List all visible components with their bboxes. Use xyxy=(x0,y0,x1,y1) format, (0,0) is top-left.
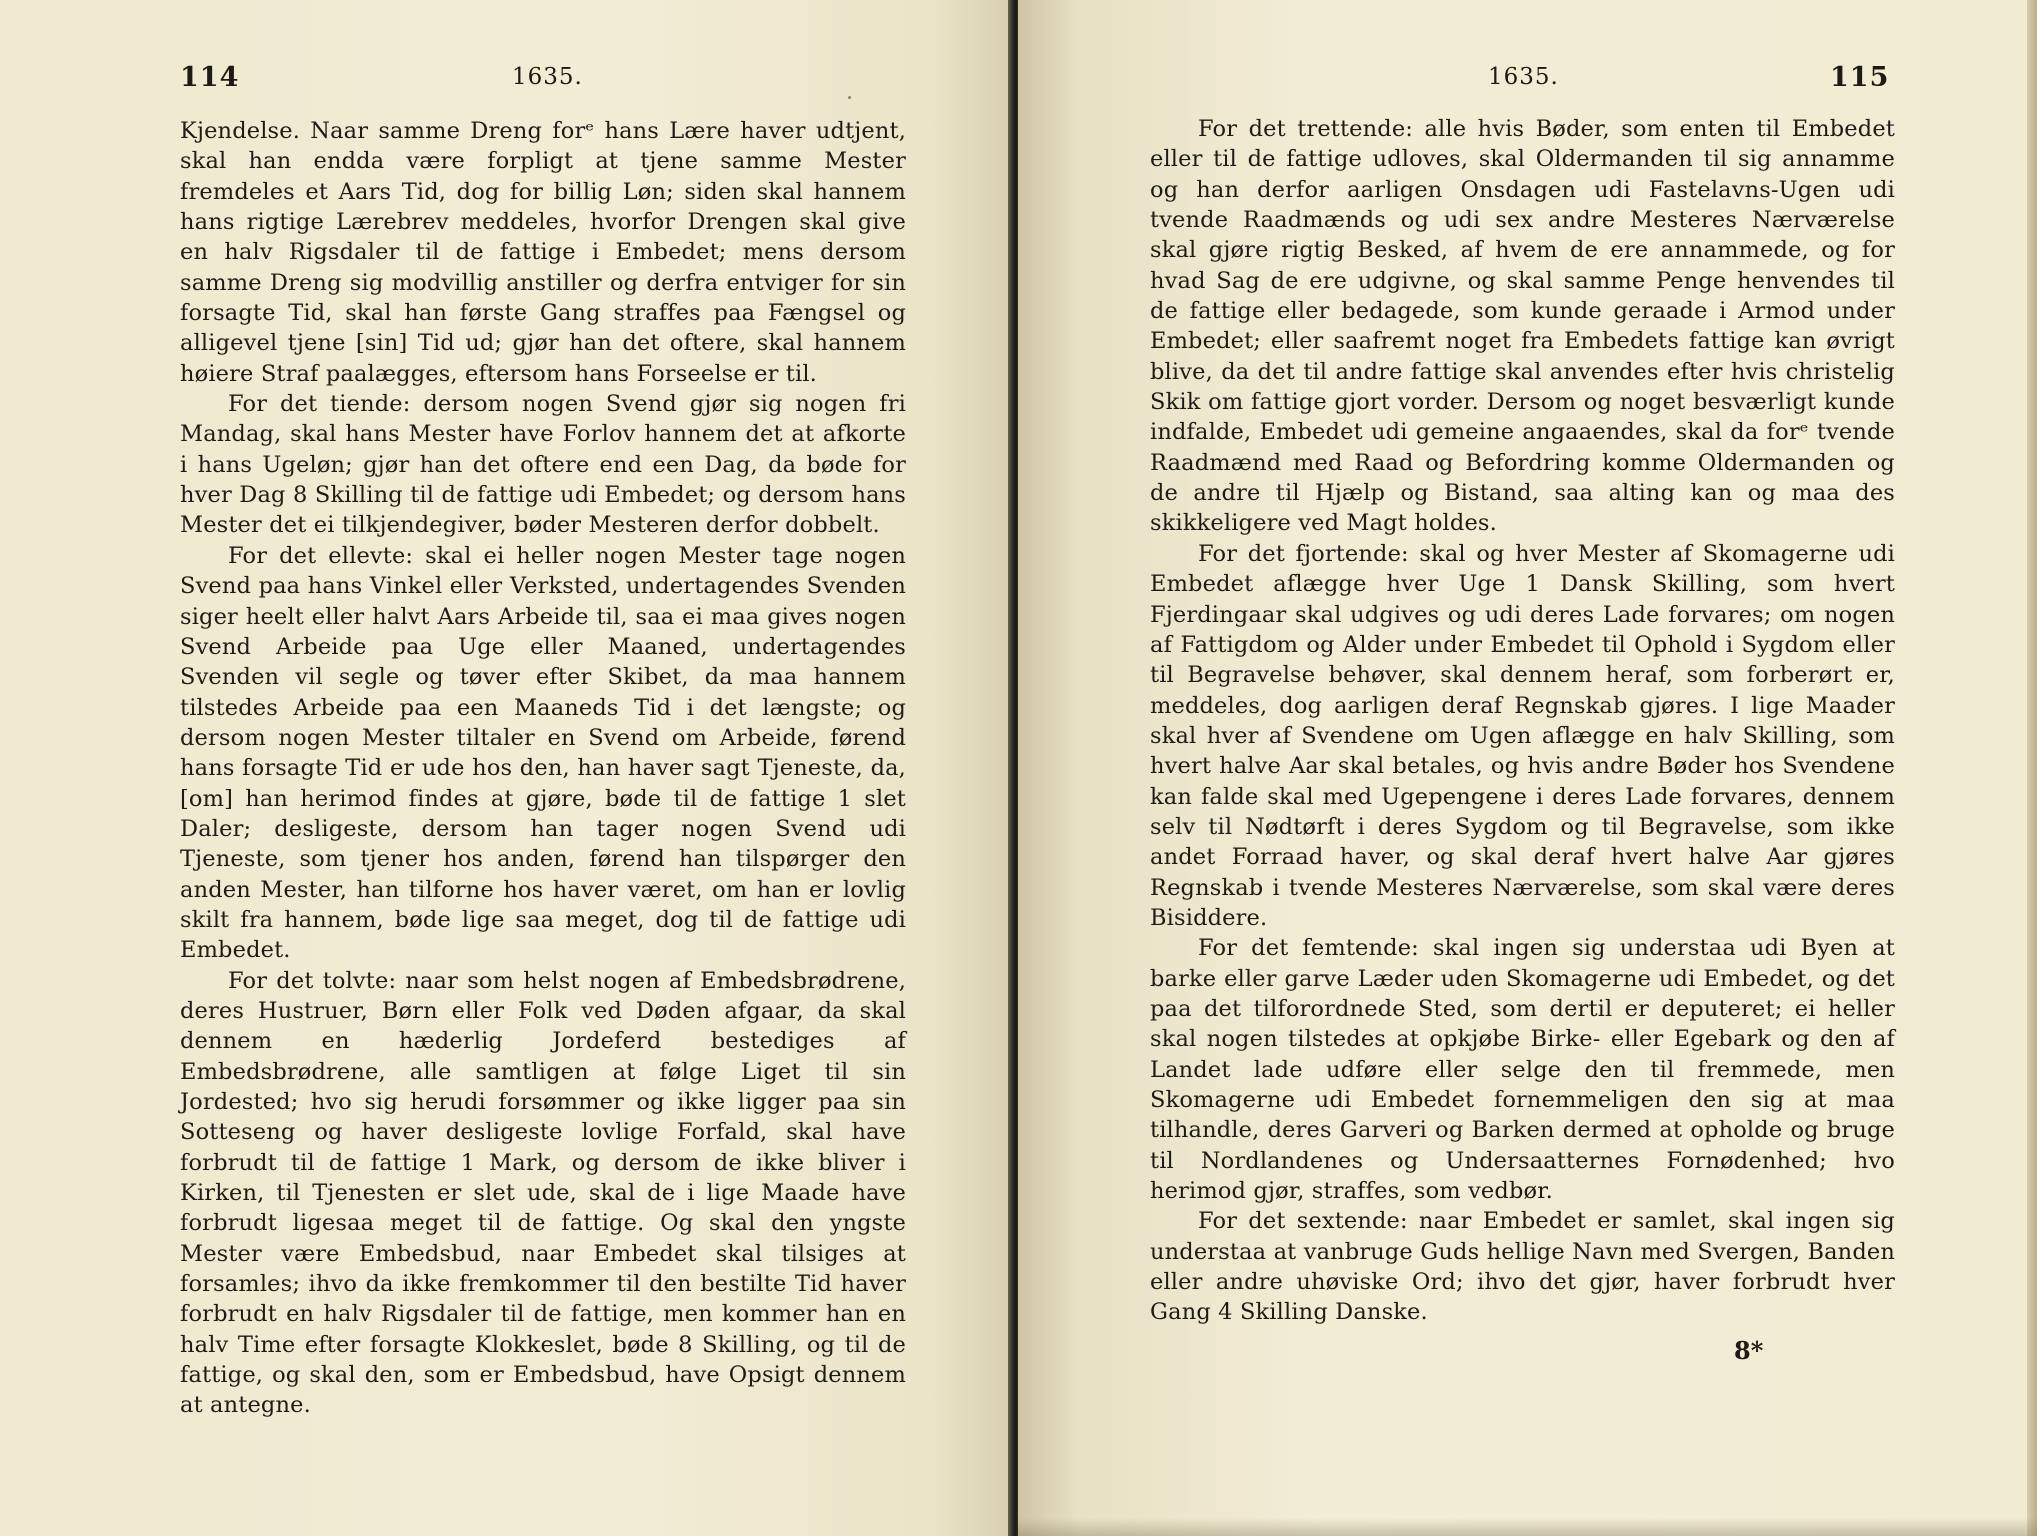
paragraph: For det tiende: dersom nogen Svend gjør sig nogen fri Mandag, skal hans Mester have Forlov hannem det at afkorte i hans Ugeløn; gjør han det oftere end een Dag, da bøde for hver Dag 8 Skilling til de fattige udi Embedet; og dersom hans Mester det ei tilkjendegiver, bøder Mesteren derfor dobbelt. xyxy=(180,391,906,539)
left-running-head: 1635. xyxy=(512,64,583,90)
right-page-number: 115 xyxy=(1830,62,1890,93)
page-bottom-shadow xyxy=(1018,1518,2037,1536)
paper-speck xyxy=(848,96,851,99)
paragraph: For det tolvte: naar som helst nogen af Embedsbrødrene, deres Hustruer, Børn eller Folk ved Døden afgaar, da skal dennem en hæderlig Jordeferd bestediges af Embedsbrødrene, alle samtligen at følge Liget til sin Jordested; hvo sig herudi forsømmer og ikke ligger paa sin Sotteseng og haver desligeste lovlige Forfald, skal have forbrudt til de fattige 1 Mark, og dersom de ikke bliver i Kirken, til Tjenesten er slet ude, skal de i lige Maade have forbrudt ligesaa meget til de fattige. Og skal den yngste Mester være Embedsbud, naar Embedet skal tilsiges at forsamles; ihvo da ikke fremkommer til den bestilte Tid haver forbrudt en halv Rigsdaler til de fattige, men kommer han en halv Time efter forsagte Klokkeslet, bøde 8 Skilling, og til de fattige, og skal den, som er Embedsbud, have Opsigt dennem at antegne. xyxy=(180,967,906,1419)
left-text-block xyxy=(180,116,906,1421)
paragraph: For det ellevte: skal ei heller nogen Mester tage nogen Svend paa hans Vinkel eller Verksted, undertagendes Svenden siger heelt eller halvt Aars Arbeide til, saa ei maa gives nogen Svend Arbeide paa Uge eller Maaned, undertagendes Svenden vil segle og tøver efter Skibet, da maa hannem tilstedes Arbeide paa een Maaneds Tid i det længste; og dersom nogen Mester tiltaler en Svend om Arbeide, førend hans forsagte Tid er ude hos den, han haver sagt Tjeneste, da, [om] han herimod findes at gjøre, bøde til de fattige 1 slet Daler; desligeste, dersom han tager nogen Svend udi Tjeneste, som tjener hos anden, førend han tilspørger den anden Mester, han tilforne hos haver været, om han er lovlig skilt fra hannem, bøde lige saa meget, dog til de fattige udi Embedet. xyxy=(180,542,906,964)
paragraph: Kjendelse. Naar samme Dreng forᵉ hans Lære haver udtjent, skal han endda være forpligt at tjene samme Mester fremdeles et Aars Tid, dog for billig Løn; siden skal hannem hans rigtige Lærebrev meddeles, hvorfor Drengen skal give en halv Rigsdaler til de fattige i Embedet; mens dersom samme Dreng sig modvillig anstiller og derfra entviger for sin forsagte Tid, skal han første Gang straffes paa Fængsel og alligevel tjene [sin] Tid ud; gjør han det oftere, skal hannem høiere Straf paalægges, eftersom hans Forseelse er til. xyxy=(180,118,906,387)
right-page xyxy=(1018,0,2037,1536)
paragraph: For det trettende: alle hvis Bøder, som enten til Embedet eller til de fattige udloves, skal Oldermanden til sig annamme og han derfor aarligen Onsdagen udi Fastelavns-Ugen udi tvende Raadmænds og udi sex andre Mesteres Nærværelse skal gjøre rigtig Besked, af hvem de ere annammede, og for hvad Sag de ere udgivne, og skal samme Penge henvendes til de fattige eller bedagede, som kunde geraade i Armod under Embedet; eller saafremt noget fra Embedets fattige kan øvrigt blive, da det til andre fattige skal anvendes efter hvis christelig Skik om fattige gjort vorder. Dersom og noget besværligt kunde indfalde, Embedet udi gemeine angaaendes, skal da forᵉ tvende Raadmænd med Raad og Befordring komme Oldermanden og de andre til Hjælp og Bistand, saa alting kan og maa des skikkeligere ved Magt holdes. xyxy=(1150,116,1895,537)
paragraph: For det femtende: skal ingen sig understaa udi Byen at barke eller garve Læder uden Skomagerne udi Embedet, og det paa det tilforordnede Sted, som dertil er deputeret; ei heller skal nogen tilstedes at opkjøbe Birke- eller Egebark og den af Landet lade udføre eller selge den til fremmede, men Skomagerne udi Embedet fornemmeligen den sig at maa tilhandle, deres Garveri og Barken dermed at opholde og bruge til Nordlandenes og Undersaatternes Fornødenhed; hvo herimod gjør, straffes, som vedbør. xyxy=(1150,935,1895,1205)
right-text-block xyxy=(1150,114,1895,1328)
left-page-number: 114 xyxy=(180,62,240,93)
left-page xyxy=(0,0,1012,1536)
right-running-head: 1635. xyxy=(1488,64,1559,90)
paragraph: For det fjortende: skal og hver Mester af Skomagerne udi Embedet aflægge hver Uge 1 Dansk Skilling, som hvert Fjerdingaar skal udgives og udi deres Lade forvares; om nogen af Fattigdom og Alder under Embedet til Ophold i Sygdom eller til Begravelse behøver, skal dennem heraf, som forberørt er, meddeles, dog aarligen deraf Regnskab gjøres. I lige Maader skal hver af Svendene om Ugen aflægge en halv Skilling, som hvert halve Aar skal betales, og hvis andre Bøder hos Svendene kan falde skal med Ugepengene i deres Lade forvares, dennem selv til Nødtørft i deres Sygdom og til Begravelse, som ikke andet Forraad haver, og skal deraf hvert halve Aar gjøres Regnskab i tvende Mesteres Nærværelse, som skal være deres Bisiddere. xyxy=(1150,540,1895,931)
signature-mark: 8* xyxy=(1734,1336,1764,1365)
paragraph: For det sextende: naar Embedet er samlet, skal ingen sig understaa at vanbruge Guds hellige Navn med Svergen, Banden eller andre uhøviske Ord; ihvo det gjør, haver forbrudt hver Gang 4 Skilling Danske. xyxy=(1150,1208,1895,1326)
page-edge xyxy=(2027,0,2037,1536)
